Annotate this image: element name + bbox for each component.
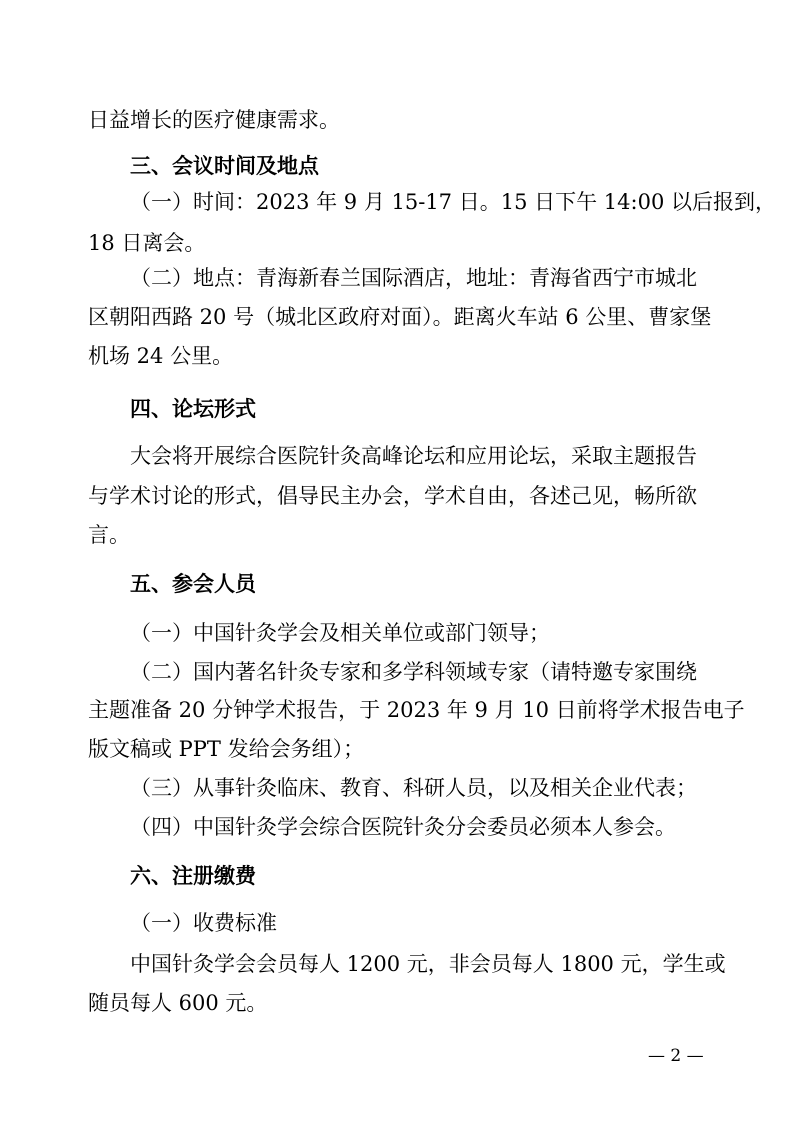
list-item: （二）国内著名针灸专家和多学科领域专家（请特邀专家围绕 [130,660,697,684]
paragraph-line: 大会将开展综合医院针灸高峰论坛和应用论坛，采取主题报告 [130,444,697,468]
list-item-cont: 主题准备 20 分钟学术报告，于 2023 年 9 月 10 日前将学术报告电子 [88,698,745,722]
list-item-cont: 版文稿或 PPT 发给会务组）； [88,737,365,761]
fee-subheading: （一）收费标准 [130,911,277,935]
venue-line-cont: 区朝阳西路 20 号（城北区政府对面）。距离火车站 6 公里、曹家堡 [88,305,712,329]
list-item: （三）从事针灸临床、教育、科研人员，以及相关企业代表； [130,776,697,800]
time-line: （一）时间：2023 年 9 月 15-17 日。15 日下午 14:00 以后报到， [130,190,776,214]
section-heading-6: 六、注册缴费 [130,864,256,888]
list-item: （一）中国针灸学会及相关单位或部门领导； [130,621,550,645]
paragraph-line: 日益增长的医疗健康需求。 [88,108,340,132]
section-heading-5: 五、参会人员 [130,572,256,596]
fee-line-cont: 随员每人 600 元。 [88,991,268,1015]
section-heading-4: 四、论坛形式 [130,397,256,421]
page-number: — 2 — [648,1046,704,1066]
paragraph-line: 言。 [88,523,130,547]
venue-line-cont: 机场 24 公里。 [88,344,234,368]
section-heading-3: 三、会议时间及地点 [130,154,319,178]
venue-line: （二）地点：青海新春兰国际酒店，地址：青海省西宁市城北 [130,266,697,290]
paragraph-line: 与学术讨论的形式，倡导民主办会，学术自由，各述己见，畅所欲 [88,484,697,508]
fee-line: 中国针灸学会会员每人 1200 元，非会员每人 1800 元，学生或 [130,952,726,976]
list-item: （四）中国针灸学会综合医院针灸分会委员必须本人参会。 [130,815,676,839]
time-line-cont: 18 日离会。 [88,231,206,255]
